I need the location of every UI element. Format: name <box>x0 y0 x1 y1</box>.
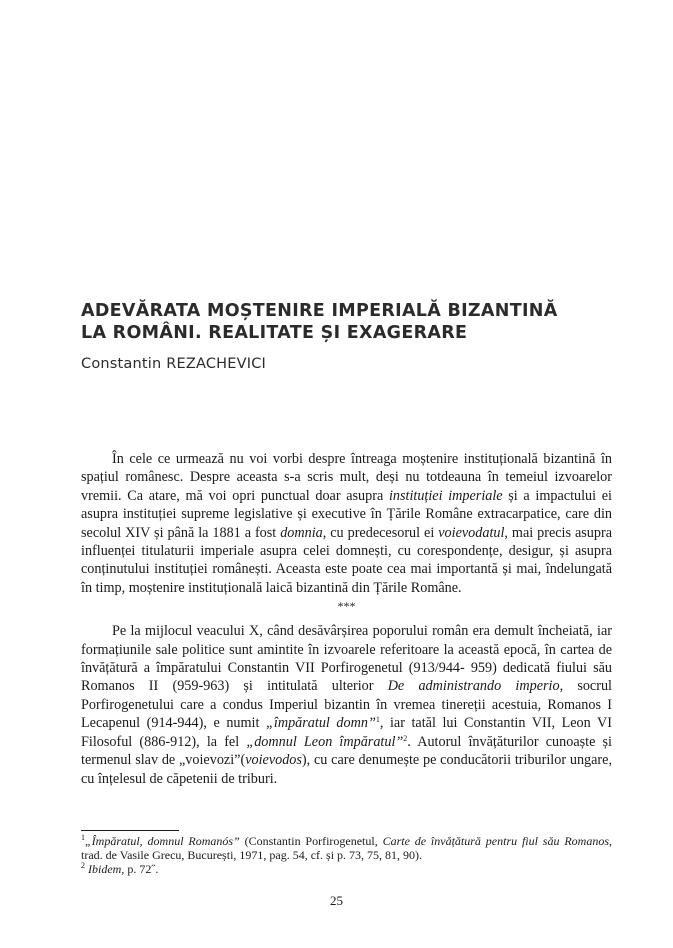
footnote-number: 2 <box>81 861 85 871</box>
author-first-name: Constantin <box>81 356 162 372</box>
italic-run: Ibidem <box>88 862 122 877</box>
text-run: , socrul Porfirogenetului care a condus Imperiul bizantin în vremea tinereții acestuia, Romanos I Lecapenul (914-944), e numit <box>81 678 612 732</box>
text-run: În cele ce urmează nu voi vorbi despre întreaga moștenire instituțională bizantină în spațiul românesc. Despre aceasta s-a scris mult, deși nu totdeauna în temeiul izvoarelor vremii. Ca atare, mă voi opri punctual doar asupra <box>81 451 612 504</box>
title-line-2: LA ROMÂNI. REALITATE ȘI EXAGERARE <box>81 323 468 343</box>
footnote-number: 1 <box>81 833 85 842</box>
italic-run: Carte de învățătură pentru fiul său Romanos <box>382 834 609 848</box>
italic-run: „domnul Leon împăratul” <box>246 733 404 750</box>
text-run: , p. 72˝. <box>121 862 159 877</box>
footnote-2 <box>81 862 612 876</box>
text-run: , cu predecesorul ei <box>322 524 439 541</box>
paragraph-2 <box>81 622 612 788</box>
footnote-ref-1[interactable]: 1 <box>375 715 380 725</box>
italic-run: voievodatul <box>438 524 505 541</box>
text-run: Pe la mijlocul veacului X, când desăvârșirea poporului român era demult încheiată, iar formațiunile sale politice sunt amintite în izvoarele referitoare la această epocă, în cartea de învățătură a împăratului Constantin VII Porfirogenetul (913/944- 959) dedicată fiului său Romanos II (959-963) și intitulată ulterior <box>81 623 612 695</box>
italic-run: „împăratul domn” <box>266 715 376 732</box>
title-line-1: ADEVĂRATA MOȘTENIRE IMPERIALĂ BIZANTINĂ <box>81 301 558 321</box>
italic-run: De administrando imperio <box>387 678 560 695</box>
page-number: 25 <box>330 893 343 908</box>
footnote-1 <box>81 834 612 862</box>
text-run: , mai precis asupra influenței titulaturii imperiale asupra celei domnești, cu corespondențe, desigur, și asupra conținutului instituției românești. Aceasta este poate cea mai importantă și mai, îndelungată în timp, moștenire instituțională laică bizantină din Țările Române. <box>81 524 612 596</box>
text-run: , trad. de Vasile Grecu, București, 1971, pag. 54, cf. și p. 73, 75, 81, 90). <box>81 834 612 863</box>
text-run: . Autorul învățăturilor cunoaște și termenul slav de „voievozi”( <box>81 733 613 769</box>
footnote-divider <box>81 830 179 831</box>
footnote-ref-2[interactable]: 2 <box>403 733 408 743</box>
section-separator: *** <box>337 599 356 614</box>
text-run: ), cu care denumește pe conducătorii triburilor ungare, cu înțelesul de căpetenii de triburi. <box>81 752 612 787</box>
footnotes <box>81 834 612 877</box>
author-last-name: REZACHEVICI <box>166 356 267 372</box>
italic-run: domnia <box>280 524 323 541</box>
italic-run: instituției imperiale <box>388 487 503 504</box>
paragraph-1 <box>81 450 612 597</box>
author-name <box>81 356 266 372</box>
italic-run: voievodos <box>245 752 302 769</box>
italic-run: „Împăratul, domnul Romanós” <box>85 834 240 848</box>
article-title <box>81 300 601 344</box>
text-run: și a impactului ei asupra instituției supreme legislative și executive în Țările Române extracarpatice, care din secolul XIV și până la 1881 a fost <box>81 487 612 541</box>
text-run: , iar tatăl lui Constantin VII, Leon VI Filosoful (886-912), la fel <box>81 715 612 750</box>
article-body <box>81 450 612 788</box>
text-run: (Constantin Porfirogenetul, <box>239 834 383 848</box>
